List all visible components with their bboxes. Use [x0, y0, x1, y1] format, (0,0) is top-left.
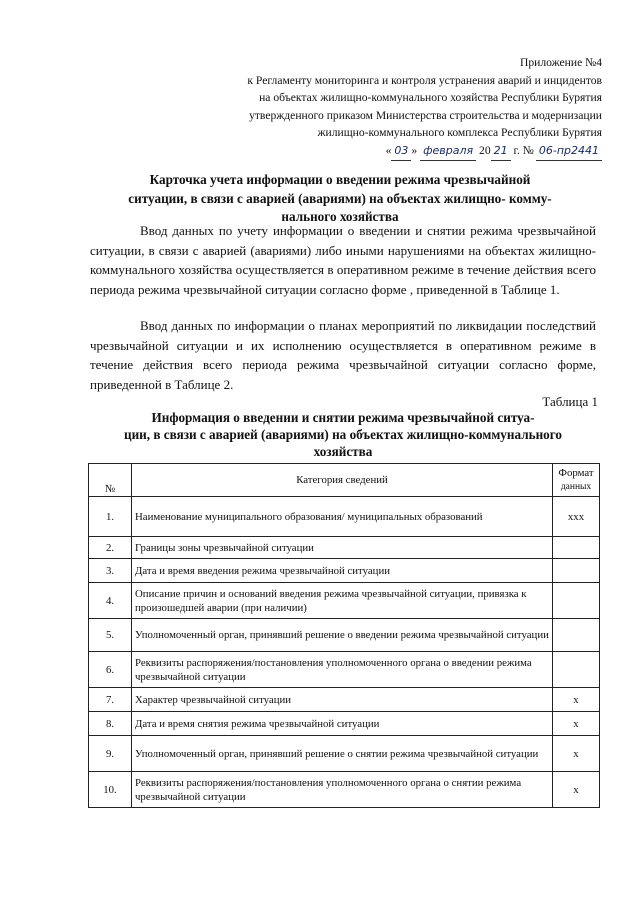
- row-category: Уполномоченный орган, принявший решение о введении режима чрезвычайной ситуации: [132, 619, 553, 652]
- date-year-word: г.: [513, 143, 520, 157]
- header-category: Категория сведений: [132, 464, 553, 497]
- date-year-prefix: 20: [479, 143, 491, 157]
- row-format: [553, 619, 600, 652]
- header-format-line-2: данных: [560, 482, 592, 492]
- appendix-header: [162, 54, 602, 161]
- number-value: 06-пр2441: [536, 142, 602, 161]
- row-num: 10.: [89, 772, 132, 808]
- appendix-date-line: « 03 » февраля 20 21 г. № 06-пр2441: [162, 142, 602, 161]
- info-table: [88, 463, 600, 808]
- row-category: Дата и время введения режима чрезвычайной ситуации: [132, 559, 553, 583]
- card-title: [90, 171, 590, 227]
- row-num: 5.: [89, 619, 132, 652]
- row-format: x: [553, 772, 600, 808]
- row-format: x: [553, 736, 600, 772]
- number-label: №: [522, 143, 534, 157]
- row-num: 1.: [89, 497, 132, 537]
- row-num: 4.: [89, 583, 132, 619]
- row-num: 7.: [89, 688, 132, 712]
- row-category: Дата и время снятия режима чрезвычайной ситуации: [132, 712, 553, 736]
- row-category: Наименование муниципального образования/ муниципальных образований: [132, 497, 553, 537]
- row-num: 2.: [89, 537, 132, 559]
- table-row: [89, 497, 600, 537]
- table-row: [89, 736, 600, 772]
- date-day: 03: [391, 142, 411, 161]
- row-format: [553, 583, 600, 619]
- header-num: №: [89, 464, 132, 497]
- table-row: [89, 652, 600, 688]
- table-title-line-3: хозяйства: [313, 444, 373, 459]
- row-category: Уполномоченный орган, принявший решение о снятии режима чрезвычайной ситуации: [132, 736, 553, 772]
- table-row: [89, 619, 600, 652]
- row-category: Характер чрезвычайной ситуации: [132, 688, 553, 712]
- row-num: 9.: [89, 736, 132, 772]
- row-format: [553, 537, 600, 559]
- paragraph-2: [90, 316, 596, 394]
- title-line-1: Карточка учета информации о введении режима чрезвычайной: [149, 172, 531, 187]
- appendix-line-1: к Регламенту мониторинга и контроля устранения аварий и инцидентов: [247, 73, 602, 87]
- table-row: [89, 688, 600, 712]
- paragraph-2-text: Ввод данных по информации о планах мероприятий по ликвидации последствий чрезвычайной ситуации и их исполнению осуществляется в оперативном режиме в течение действия всего периода режима чрезвычайной ситуации согласно форме, приведенной в Таблице 2.: [90, 318, 596, 392]
- table-title: [90, 409, 596, 460]
- paragraph-1: [90, 221, 596, 299]
- table-label: Таблица 1: [542, 394, 598, 409]
- appendix-label: Приложение №4: [520, 56, 602, 69]
- row-num: 8.: [89, 712, 132, 736]
- paragraph-1-text: Ввод данных по учету информации о введении и снятии режима чрезвычайной ситуации, в связи с аварией (авариями) либо иными нарушениями на объектах жилищно-коммунального хозяйства осуществляется в оперативном режиме в течение действия всего периода режима чрезвычайной ситуации согласно форме , приведенной в Таблице 1.: [90, 223, 596, 297]
- row-category: Реквизиты распоряжения/постановления уполномоченного органа о снятии режима чрезвычайной ситуации: [132, 772, 553, 808]
- date-month: февраля: [420, 142, 476, 161]
- title-line-2: ситуации, в связи с аварией (авариями) на объектах жилищно- комму-: [128, 190, 552, 206]
- table-title-line-1: Информация о введении и снятии режима чрезвычайной ситуа-: [151, 410, 535, 425]
- row-format: [553, 559, 600, 583]
- header-format-line-1: Формат: [558, 467, 594, 479]
- row-category: Границы зоны чрезвычайной ситуации: [132, 537, 553, 559]
- row-category: Описание причин и оснований введения режима чрезвычайной ситуации, привязка к произошедшей аварии (при наличии): [132, 583, 553, 619]
- table-row: [89, 583, 600, 619]
- table-row: [89, 537, 600, 559]
- title-line-3: нального хозяйства: [281, 209, 399, 224]
- row-num: 3.: [89, 559, 132, 583]
- date-year-suffix: 21: [491, 142, 511, 161]
- row-format: x: [553, 712, 600, 736]
- appendix-line-4: жилищно-коммунального комплекса Республики Бурятия: [317, 126, 602, 140]
- appendix-line-3: утвержденного приказом Министерства строительства и модернизации: [249, 108, 602, 122]
- row-format: [553, 652, 600, 688]
- row-format: xxx: [553, 497, 600, 537]
- header-format: [553, 464, 600, 497]
- row-category: Реквизиты распоряжения/постановления уполномоченного органа о введении режима чрезвычайной ситуации: [132, 652, 553, 688]
- appendix-line-2: на объектах жилищно-коммунального хозяйства Республики Бурятия: [259, 91, 602, 105]
- row-num: 6.: [89, 652, 132, 688]
- row-format: x: [553, 688, 600, 712]
- table-row: [89, 772, 600, 808]
- table-title-line-2: ции, в связи с аварией (авариями) на объектах жилищно-коммунального: [123, 427, 563, 442]
- table-row: [89, 559, 600, 583]
- table-header-row: [89, 464, 600, 497]
- table-row: [89, 712, 600, 736]
